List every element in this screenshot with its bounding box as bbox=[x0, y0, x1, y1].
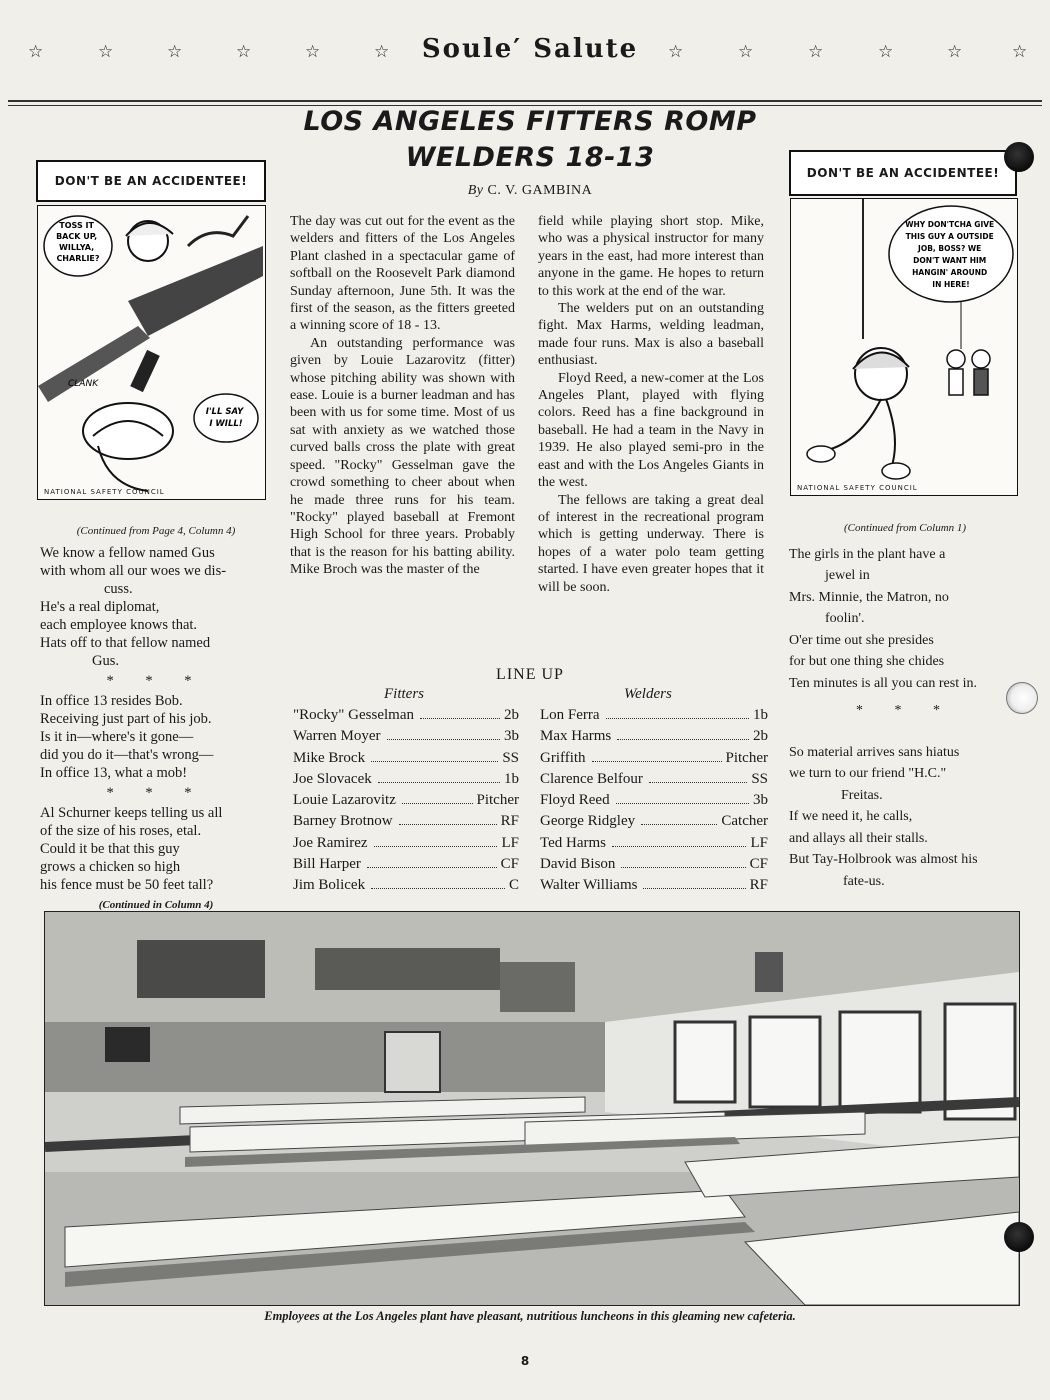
leader-dots bbox=[387, 739, 500, 740]
poem-line: jewel in bbox=[825, 568, 870, 583]
roster-welders bbox=[540, 705, 768, 897]
bubble-text: WHY DON'TCHA GIVE bbox=[905, 220, 995, 229]
star-icon: ☆ bbox=[305, 42, 321, 61]
roster-row bbox=[293, 790, 519, 811]
poem-column-right bbox=[789, 518, 1021, 892]
poem-line: Hats off to that fellow named bbox=[40, 635, 211, 651]
poem-line: We know a fellow named Gus bbox=[40, 545, 215, 561]
bubble-text: HANGIN' AROUND bbox=[912, 268, 988, 277]
bubble-text: BACK UP, bbox=[56, 232, 98, 241]
bubble-text: I WILL! bbox=[209, 419, 243, 429]
player-name: Louie Lazarovitz bbox=[293, 792, 396, 809]
article-column-1 bbox=[290, 213, 515, 579]
lineup-title: LINE UP bbox=[496, 666, 564, 683]
player-name: Joe Slovacek bbox=[293, 770, 372, 787]
player-name: Floyd Reed bbox=[540, 792, 610, 809]
bubble-text: JOB, BOSS? WE bbox=[918, 244, 982, 253]
article-paragraph: The welders put on an outstanding fight. Max Harms, welding leadman, made four runs. Max is also a baseball enthusiast. bbox=[538, 301, 764, 369]
player-position: RF bbox=[749, 877, 768, 894]
player-name: David Bison bbox=[540, 856, 616, 873]
star-icon: ☆ bbox=[374, 42, 390, 61]
poem-line: In office 13 resides Bob. bbox=[40, 693, 183, 709]
player-name: Mike Brock bbox=[293, 749, 366, 766]
cafeteria-photo bbox=[44, 911, 1020, 1306]
poem-line: each employee knows that. bbox=[40, 617, 198, 633]
player-position: LF bbox=[501, 834, 519, 851]
poem-line: So material arrives sans hiatus bbox=[789, 744, 960, 760]
poem-column-left bbox=[40, 522, 272, 914]
poem-line: Gus. bbox=[92, 653, 119, 669]
headline-line-2: WELDERS 18-13 bbox=[405, 142, 655, 173]
roster-row bbox=[540, 854, 768, 875]
binder-hole bbox=[1004, 1222, 1034, 1252]
leader-dots bbox=[374, 846, 498, 847]
player-position: SS bbox=[751, 770, 768, 787]
article-paragraph: field while playing short stop. Mike, who was a physical instructor for many years in the east, had more interest than anyone in the game. He hopes to return to this work at the end of the war. bbox=[538, 214, 764, 299]
player-name: Bill Harper bbox=[293, 856, 361, 873]
player-name: Joe Ramirez bbox=[293, 834, 368, 851]
leader-dots bbox=[371, 888, 505, 889]
stanza-separator: * * * bbox=[106, 785, 206, 801]
roster-row bbox=[293, 833, 519, 854]
roster-row bbox=[293, 875, 519, 896]
star-icon: ☆ bbox=[878, 42, 894, 61]
poem-line: Could it be that this guy bbox=[40, 841, 180, 857]
leader-dots bbox=[616, 803, 749, 804]
roster-fitters bbox=[293, 705, 519, 897]
headline-line-1: LOS ANGELES FITTERS ROMP bbox=[303, 106, 757, 137]
player-position: SS bbox=[502, 749, 519, 766]
star-icon: ☆ bbox=[947, 42, 963, 61]
leader-dots bbox=[592, 761, 722, 762]
player-position: 3b bbox=[753, 792, 768, 809]
cartoon-credit: NATIONAL SAFETY COUNCIL bbox=[797, 484, 918, 492]
bubble-text: I'LL SAY bbox=[205, 407, 244, 417]
safety-title-right: DON'T BE AN ACCIDENTEE! bbox=[789, 150, 1017, 196]
article-paragraph: The fellows are taking a great deal of interest in the recreational program which is getting underway. There is hopes of a water polo team getting started. I have even greater hopes that it will be soon. bbox=[538, 492, 764, 595]
poem-line: Freitas. bbox=[841, 787, 883, 803]
poem-line: fate-us. bbox=[843, 873, 885, 889]
article-column-2 bbox=[538, 213, 764, 596]
player-position: 2b bbox=[753, 728, 768, 745]
roster-row bbox=[540, 875, 768, 896]
bubble-text: CHARLIE? bbox=[56, 254, 100, 263]
poem-line: He's a real diplomat, bbox=[40, 599, 160, 615]
article-paragraph: Floyd Reed, a new-comer at the Los Angeles Plant, played with flying colors. Reed has a fine background in baseball. He had a team in the Navy in 1939. He also played semi-pro in the east and with the Los Angeles Giants in the west. bbox=[538, 370, 764, 491]
player-name: George Ridgley bbox=[540, 813, 636, 830]
star-icon: ☆ bbox=[236, 42, 252, 61]
leader-dots bbox=[371, 761, 498, 762]
player-position: Pitcher bbox=[725, 749, 768, 766]
player-position: Pitcher bbox=[476, 792, 519, 809]
roster-row bbox=[540, 726, 768, 747]
roster-row bbox=[540, 705, 768, 726]
player-name: Warren Moyer bbox=[293, 728, 381, 745]
bubble-text: IN HERE! bbox=[932, 280, 970, 289]
roster-row bbox=[293, 748, 519, 769]
player-position: 1b bbox=[504, 770, 519, 787]
poem-line: Mrs. Minnie, the Matron, no bbox=[789, 589, 949, 605]
player-name: Clarence Belfour bbox=[540, 770, 643, 787]
poem-line: Receiving just part of his job. bbox=[40, 711, 212, 727]
player-position: C bbox=[508, 877, 519, 894]
player-name: "Rocky" Gesselman bbox=[293, 707, 414, 723]
article-paragraph: An outstanding performance was given by Louie Lazarovitz (fitter) whose pitching ability was shown with ease. Louie is a burner leadman and has been with us for some time. Most of us sat with anxiety as we watched those curved balls cross the plate with great speed. "Rocky" Gesselman gave the crowd something to cheer about when he made three runs for his team. "Rocky" played baseball at Fremont High School for three years. Probably that is the reason for his batting ability. Mike Broch was the master of the bbox=[290, 335, 515, 578]
roster-row bbox=[540, 769, 768, 790]
leader-dots bbox=[621, 867, 745, 868]
leader-dots bbox=[643, 888, 745, 889]
player-position: CF bbox=[749, 856, 768, 873]
roster-row bbox=[293, 769, 519, 790]
poem-line: Ten minutes is all you can rest in. bbox=[789, 675, 977, 691]
poem-line: and allays all their stalls. bbox=[789, 830, 928, 846]
leader-dots bbox=[612, 846, 746, 847]
poem-line: Al Schurner keeps telling us all bbox=[40, 805, 223, 821]
poem-line: with whom all our woes we dis- bbox=[40, 563, 227, 579]
poem-line: for but one thing she chides bbox=[789, 654, 945, 669]
byline-name: C. V. GAMBINA bbox=[487, 183, 593, 198]
cartoon-credit: NATIONAL SAFETY COUNCIL bbox=[44, 488, 165, 496]
cafeteria-photo-drawing bbox=[45, 912, 1019, 1305]
safety-cartoon-right bbox=[790, 198, 1018, 496]
sound-effect: CLANK bbox=[68, 379, 99, 389]
player-name: Jim Bolicek bbox=[293, 877, 366, 894]
safety-cartoon-left bbox=[37, 205, 266, 500]
player-position: Catcher bbox=[721, 813, 768, 830]
bubble-text: DON'T WANT HIM bbox=[913, 256, 987, 265]
leader-dots bbox=[649, 782, 747, 783]
cartoon-drawing-right bbox=[791, 199, 1017, 495]
team-heading-welders: Welders bbox=[624, 686, 672, 702]
binder-hole bbox=[1006, 682, 1038, 714]
bubble-text: WILLYA, bbox=[59, 243, 95, 252]
bubble-text: THIS GUY A OUTSIDE bbox=[905, 232, 994, 241]
star-icon: ☆ bbox=[1012, 42, 1028, 61]
poem-line: grows a chicken so high bbox=[40, 859, 181, 875]
roster-row bbox=[540, 833, 768, 854]
page-header bbox=[0, 30, 1050, 80]
leader-dots bbox=[399, 824, 497, 825]
player-position: LF bbox=[750, 834, 768, 851]
cartoon-drawing-left bbox=[38, 206, 265, 499]
article-byline bbox=[290, 183, 770, 199]
article-paragraph: The day was cut out for the event as the welders and fitters of the Los Angeles Plant clashed in a spectacular game of softball on the Roosevelt Park diamond Sunday afternoon, June 5th. It was the first of the season, as the fitters greeted a winning score of 18 - 13. bbox=[290, 214, 515, 334]
poem-line: If we need it, he calls, bbox=[789, 809, 913, 824]
continued-in-note: (Continued in Column 4) bbox=[98, 899, 214, 911]
player-position: CF bbox=[500, 856, 519, 873]
poem-line: we turn to our friend "H.C." bbox=[789, 766, 947, 781]
roster-row bbox=[293, 705, 519, 726]
safety-title-left: DON'T BE AN ACCIDENTEE! bbox=[36, 160, 266, 202]
roster-row bbox=[540, 748, 768, 769]
star-icon: ☆ bbox=[808, 42, 824, 61]
poem-line: But Tay-Holbrook was almost his bbox=[789, 852, 978, 867]
masthead-title: Soule′ Salute bbox=[421, 34, 639, 64]
roster-row bbox=[293, 854, 519, 875]
player-name: Barney Brotnow bbox=[293, 813, 393, 830]
player-name: Walter Williams bbox=[540, 877, 638, 894]
binder-hole bbox=[1004, 142, 1034, 172]
player-position: 1b bbox=[753, 707, 768, 723]
player-position: 3b bbox=[504, 728, 519, 745]
player-name: Lon Ferra bbox=[540, 707, 600, 723]
poem-line: foolin'. bbox=[825, 611, 865, 626]
poem-line: O'er time out she presides bbox=[789, 632, 934, 648]
header-rule bbox=[8, 100, 1042, 102]
star-icon: ☆ bbox=[738, 42, 754, 61]
leader-dots bbox=[641, 824, 717, 825]
player-position: 2b bbox=[504, 707, 519, 723]
leader-dots bbox=[606, 718, 749, 719]
page-number: 8 bbox=[520, 1354, 530, 1368]
byline-prefix: By bbox=[467, 183, 484, 198]
leader-dots bbox=[378, 782, 500, 783]
continued-from-note: (Continued from Page 4, Column 4) bbox=[76, 525, 236, 537]
roster-row bbox=[293, 811, 519, 832]
poem-line: In office 13, what a mob! bbox=[40, 765, 188, 781]
star-icon: ☆ bbox=[668, 42, 684, 61]
player-name: Ted Harms bbox=[540, 834, 607, 851]
player-name: Max Harms bbox=[540, 728, 612, 745]
poem-line: did you do it—that's wrong— bbox=[40, 747, 214, 763]
player-position: RF bbox=[500, 813, 519, 830]
star-icon: ☆ bbox=[28, 42, 44, 61]
continued-from-note: (Continued from Column 1) bbox=[843, 522, 967, 534]
team-heading-fitters: Fitters bbox=[384, 686, 424, 702]
roster-row bbox=[293, 726, 519, 747]
leader-dots bbox=[420, 718, 500, 719]
poem-line: cuss. bbox=[104, 581, 133, 597]
photo-caption: Employees at the Los Angeles plant have pleasant, nutritious luncheons in this gleaming new cafeteria. bbox=[264, 1309, 796, 1323]
poem-line: his fence must be 50 feet tall? bbox=[40, 877, 214, 893]
star-icon: ☆ bbox=[98, 42, 114, 61]
leader-dots bbox=[402, 803, 473, 804]
roster-row bbox=[540, 790, 768, 811]
player-name: Griffith bbox=[540, 749, 586, 766]
star-icon: ☆ bbox=[167, 42, 183, 61]
leader-dots bbox=[617, 739, 749, 740]
roster-row bbox=[540, 811, 768, 832]
bubble-text: TOSS IT bbox=[59, 221, 94, 230]
poem-line: Is it in—where's it gone— bbox=[40, 729, 194, 745]
stanza-separator: * * * bbox=[106, 673, 206, 689]
poem-line: of the size of his roses, etal. bbox=[40, 823, 202, 839]
leader-dots bbox=[367, 867, 497, 868]
poem-line: The girls in the plant have a bbox=[789, 546, 946, 562]
stanza-separator: * * * bbox=[856, 703, 954, 718]
article-headline bbox=[290, 104, 770, 176]
